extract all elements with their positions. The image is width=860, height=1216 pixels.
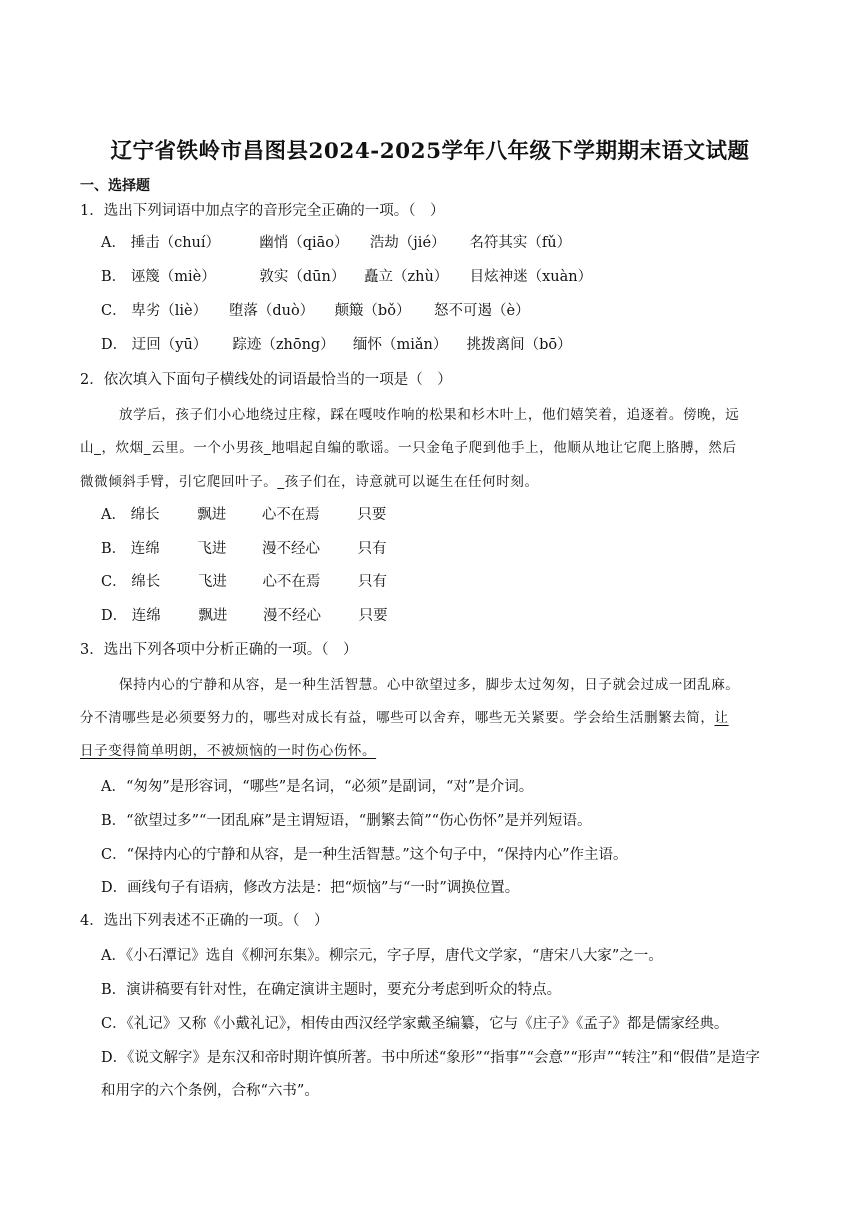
q3-option-c: C．“保持内心的宁静和从容，是一种生活智慧。”这个句子中，“保持内心”作主语。 (101, 847, 628, 863)
option-item: 连绵 (131, 608, 161, 624)
option-label: D． (101, 337, 128, 353)
option-item: 只要 (357, 507, 387, 523)
option-item: 只有 (357, 541, 387, 557)
option-item: 目炫神迷（xuàn） (469, 269, 593, 285)
option-item: 绵长 (130, 507, 160, 523)
option-item: 捶击（chuí） (130, 235, 221, 251)
q4-option-b: B．演讲稿要有针对性，在确定演讲主题时，要充分考虑到听众的特点。 (101, 982, 562, 998)
option-item: 飘进 (197, 507, 227, 523)
option-label: A． (101, 235, 126, 251)
option-item: 连绵 (130, 541, 160, 557)
option-label: B． (101, 269, 127, 285)
option-item: 矗立（zhù） (363, 269, 449, 285)
q4-option-d: D．《说文解字》是东汉和帝时期许慎所著。书中所述“象形”“指事”“会意”“形声”“转注”和“假借”是造字 (101, 1050, 760, 1066)
option-label: A． (101, 507, 126, 523)
option-item: 绵长 (131, 574, 161, 590)
q3-stem: 3．选出下列各项中分析正确的一项。（ ） (80, 642, 358, 658)
q1-option-c (101, 301, 530, 321)
q2-passage-line: 放学后，孩子们小心地绕过庄稼，踩在嘎吱作响的松果和杉木叶上，他们嬉笑着，追逐着。傍晚，远 (119, 407, 740, 423)
q3-option-a: A．“匆匆”是形容词，“哪些”是名词，“必须”是副词，“对”是介词。 (101, 779, 534, 795)
option-item: 只有 (358, 574, 388, 590)
q4-option-c: C．《礼记》又称《小戴礼记》，相传由西汉经学家戴圣编纂，它与《庄子》《孟子》都是儒家经典。 (101, 1016, 729, 1032)
q3-passage-text: 分不清哪些是必须要努力的，哪些对成长有益，哪些可以舍弃，哪些无关紧要。学会给生活删繁去简， (80, 710, 715, 726)
option-item: 漫不经心 (262, 608, 321, 624)
option-item: 心不在焉 (262, 574, 321, 590)
q3-option-d: D．画线句子有语病，修改方法是：把“烦恼”与“一时”调换位置。 (101, 880, 520, 896)
option-item: 浩劫（jié） (369, 235, 446, 251)
exam-title: 辽宁省铁岭市昌图县2024-2025学年八年级下学期期末语文试题 (110, 139, 750, 164)
option-item: 敦实（dūn） (259, 269, 346, 285)
option-item: 怒不可遏（è） (434, 303, 530, 319)
option-item: 颠簸（bǒ） (334, 303, 411, 319)
q1-option-a (101, 233, 571, 253)
q1-stem: 1．选出下列词语中加点字的音形完全正确的一项。（ ） (80, 203, 445, 219)
q1-option-b (101, 267, 592, 287)
option-item: 堕落（duò） (228, 303, 315, 319)
q2-option-d (101, 606, 388, 626)
q3-underlined-sentence: 日子变得简单明朗，不被烦恼的一时伤心伤怀。 (80, 743, 377, 759)
option-item: 只要 (358, 608, 388, 624)
q3-passage-line: 保持内心的宁静和从容，是一种生活智慧。心中欲望过多，脚步太过匆匆，日子就会过成一团乱麻。 (119, 677, 740, 693)
option-label: C． (101, 303, 127, 319)
option-item: 迂回（yū） (131, 337, 208, 353)
option-item: 名符其实（fǔ） (469, 235, 572, 251)
underlined-sentence-start: 让 (714, 710, 729, 726)
option-item: 飞进 (197, 574, 227, 590)
option-label: B． (101, 541, 127, 557)
q4-stem: 4．选出下列表述不正确的一项。（ ） (80, 913, 329, 929)
q2-option-a (101, 505, 386, 525)
option-label: D． (101, 608, 128, 624)
q4-option-a: A．《小石潭记》选自《柳河东集》。柳宗元，字子厚，唐代文学家，“唐宋八大家”之一。 (101, 948, 663, 964)
q3-passage-line (80, 708, 729, 728)
option-label: C． (101, 574, 127, 590)
q2-passage-line: 微微倾斜手臂，引它爬回叶子。_孩子们在，诗意就可以诞生在任何时刻。 (80, 474, 539, 490)
option-item: 挑拨离间（bō） (466, 337, 572, 353)
section-heading: 一、选择题 (80, 178, 150, 194)
q2-option-b (101, 539, 387, 559)
q2-option-c (101, 572, 387, 592)
q3-option-b: B．“欲望过多”“一团乱麻”是主谓短语，“删繁去简”“伤心伤怀”是并列短语。 (101, 813, 592, 829)
q4-option-d-continued: 和用字的六个条例，合称“六书”。 (101, 1083, 319, 1099)
option-item: 飞进 (197, 541, 227, 557)
q2-passage-line: 山_，炊烟_云里。一个小男孩_地唱起自编的歌谣。一只金龟子爬到他手上，他顺从地让它爬上胳膊，然后 (80, 440, 737, 456)
option-item: 幽悄（qiāo） (259, 235, 349, 251)
option-item: 踪迹（zhōng） (232, 337, 335, 353)
q1-option-d (101, 335, 572, 355)
option-item: 心不在焉 (261, 507, 320, 523)
option-item: 漫不经心 (261, 541, 320, 557)
option-item: 诬篾（miè） (130, 269, 216, 285)
option-item: 卑劣（liè） (131, 303, 208, 319)
q2-stem: 2．依次填入下面句子横线处的词语最恰当的一项是（ ） (80, 372, 452, 388)
option-item: 缅怀（miǎn） (352, 337, 448, 353)
option-item: 飘进 (198, 608, 228, 624)
